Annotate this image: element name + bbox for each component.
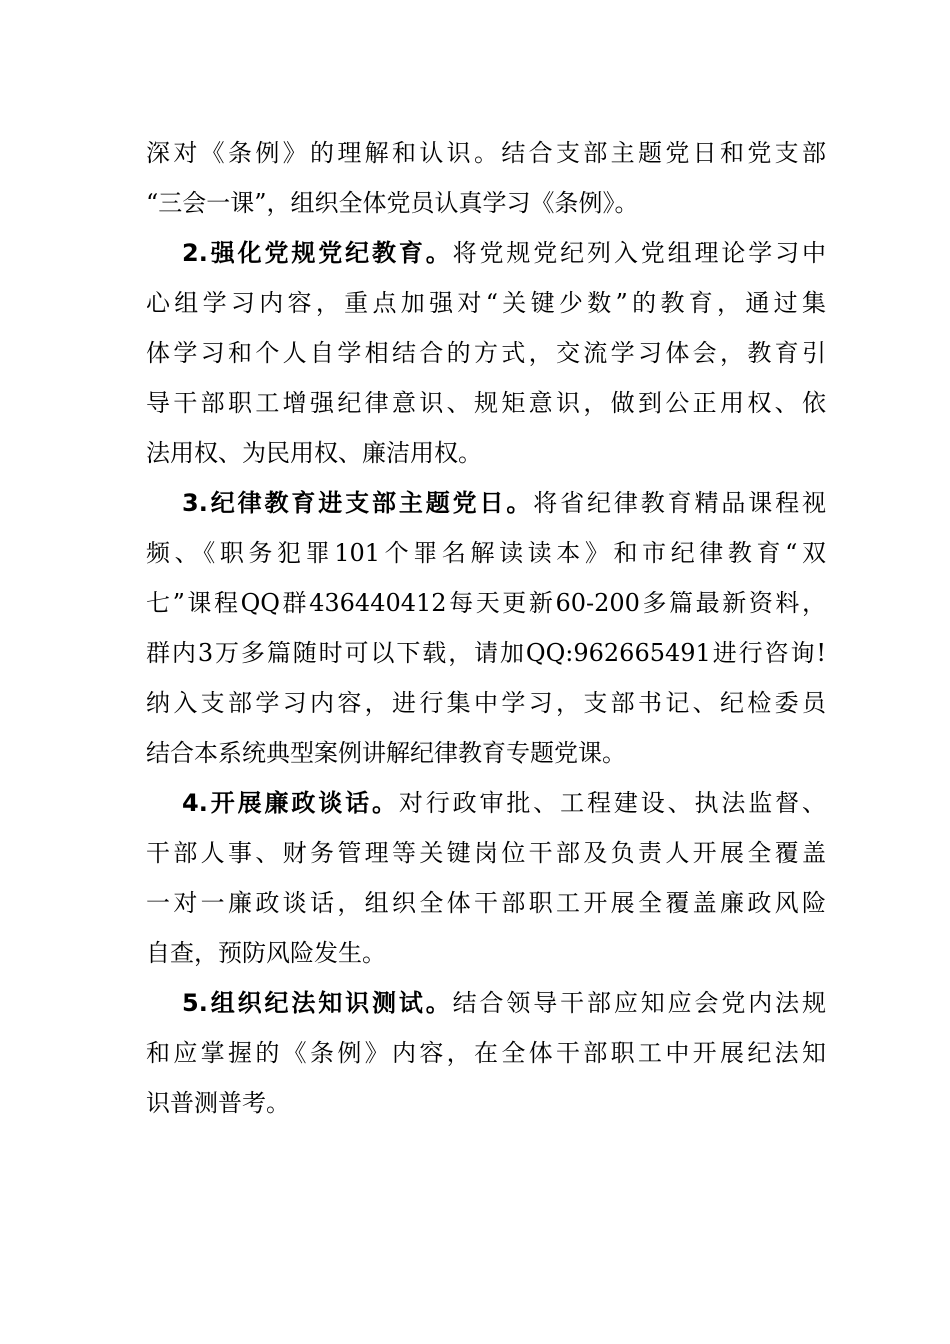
body-line: “三会一课”，组织全体党员认真学习《条例》。 — [146, 189, 639, 217]
body-line: 结合本系统典型案例讲解纪律教育专题党课。 — [146, 739, 626, 767]
item-2-heading: 2.强化党规党纪教育。 — [182, 239, 453, 267]
body-text: 对行政审批、工程建设、执法监督、 — [398, 789, 826, 817]
item-4-heading: 4.开展廉政谈话。 — [182, 789, 399, 817]
item-5-first-line — [182, 978, 826, 1028]
body-text: 将省纪律教育精品课程视 — [533, 489, 826, 517]
body-line: 识普测普考。 — [146, 1089, 290, 1117]
item-2-first-line — [182, 228, 826, 278]
body-line: 一对一廉政谈话，组织全体干部职工开展全覆盖廉政风险 — [146, 889, 826, 917]
body-line: 心组学习内容，重点加强对“关键少数”的教育，通过集 — [146, 289, 826, 317]
item-3-heading: 3.纪律教育进支部主题党日。 — [182, 489, 534, 517]
body-line: 频、《职务犯罪101个罪名解读读本》和市纪律教育“双 — [146, 539, 826, 567]
body-text: 结合领导干部应知应会党内法规 — [452, 989, 826, 1017]
body-line: 七”课程QQ群436440412每天更新60-200多篇最新资料， — [146, 589, 826, 617]
body-line: 和应掌握的《条例》内容，在全体干部职工中开展纪法知 — [146, 1039, 826, 1067]
item-5-heading: 5.组织纪法知识测试。 — [182, 989, 453, 1017]
body-line: 体学习和个人自学相结合的方式，交流学习体会，教育引 — [146, 339, 826, 367]
body-line: 群内3万多篇随时可以下载，请加QQ:962665491进行咨询! — [146, 639, 826, 667]
body-line: 纳入支部学习内容，进行集中学习，支部书记、纪检委员 — [146, 689, 826, 717]
body-text: 将党规党纪列入党组理论学习中 — [452, 239, 826, 267]
body-line: 深对《条例》的理解和认识。结合支部主题党日和党支部 — [146, 139, 826, 167]
body-line: 自查，预防风险发生。 — [146, 939, 386, 967]
body-line: 导干部职工增强纪律意识、规矩意识，做到公正用权、依 — [146, 389, 826, 417]
body-line: 干部人事、财务管理等关键岗位干部及负责人开展全覆盖 — [146, 839, 826, 867]
body-line: 法用权、为民用权、廉洁用权。 — [146, 439, 482, 467]
item-4-first-line — [182, 778, 826, 828]
item-3-first-line — [182, 478, 826, 528]
